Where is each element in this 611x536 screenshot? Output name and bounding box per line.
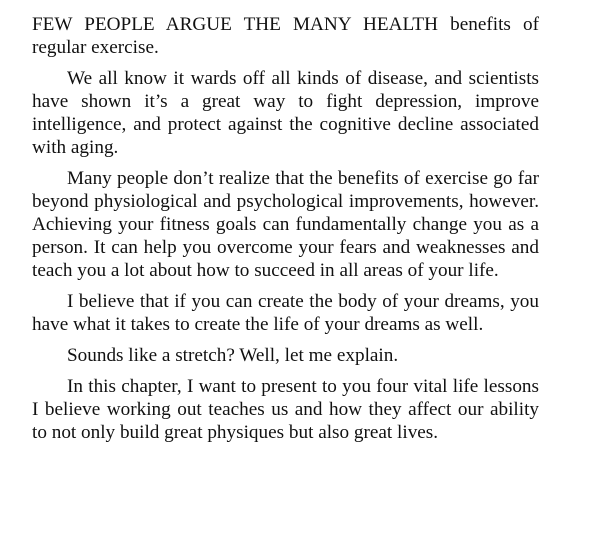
paragraph-stretch: Sounds like a stretch? Well, let me explain.	[67, 345, 399, 366]
paragraph-body-of-dreams: I believe that if you can create the body of your dreams, you have what it takes to create the life of your dreams as well.	[32, 291, 539, 335]
opening-paragraph	[32, 13, 539, 59]
opening-paragraph-text: benefits of regular exercise.	[32, 14, 539, 58]
paragraph-disease-prevention: We all know it wards off all kinds of disease, and scientists have shown it’s a great way to fight depression, improve intelligence, and protect against the cognitive decline associated with aging.	[32, 68, 539, 158]
opening-lead-in-caps: FEW PEOPLE ARGUE THE MANY HEALTH	[32, 14, 439, 35]
document-page	[32, 13, 539, 452]
paragraph-four-lessons: In this chapter, I want to present to you four vital life lessons I believe working out teaches us and how they affect our ability to not only build great physiques but also great lives.	[32, 376, 539, 443]
paragraph-beyond-physiology: Many people don’t realize that the benefits of exercise go far beyond physiological and psychological improvements, however. Achieving your fitness goals can fundamentally change you as a person. It can help you overcome your fears and weaknesses and teach you a lot about how to succeed in all areas of your life.	[32, 168, 539, 281]
